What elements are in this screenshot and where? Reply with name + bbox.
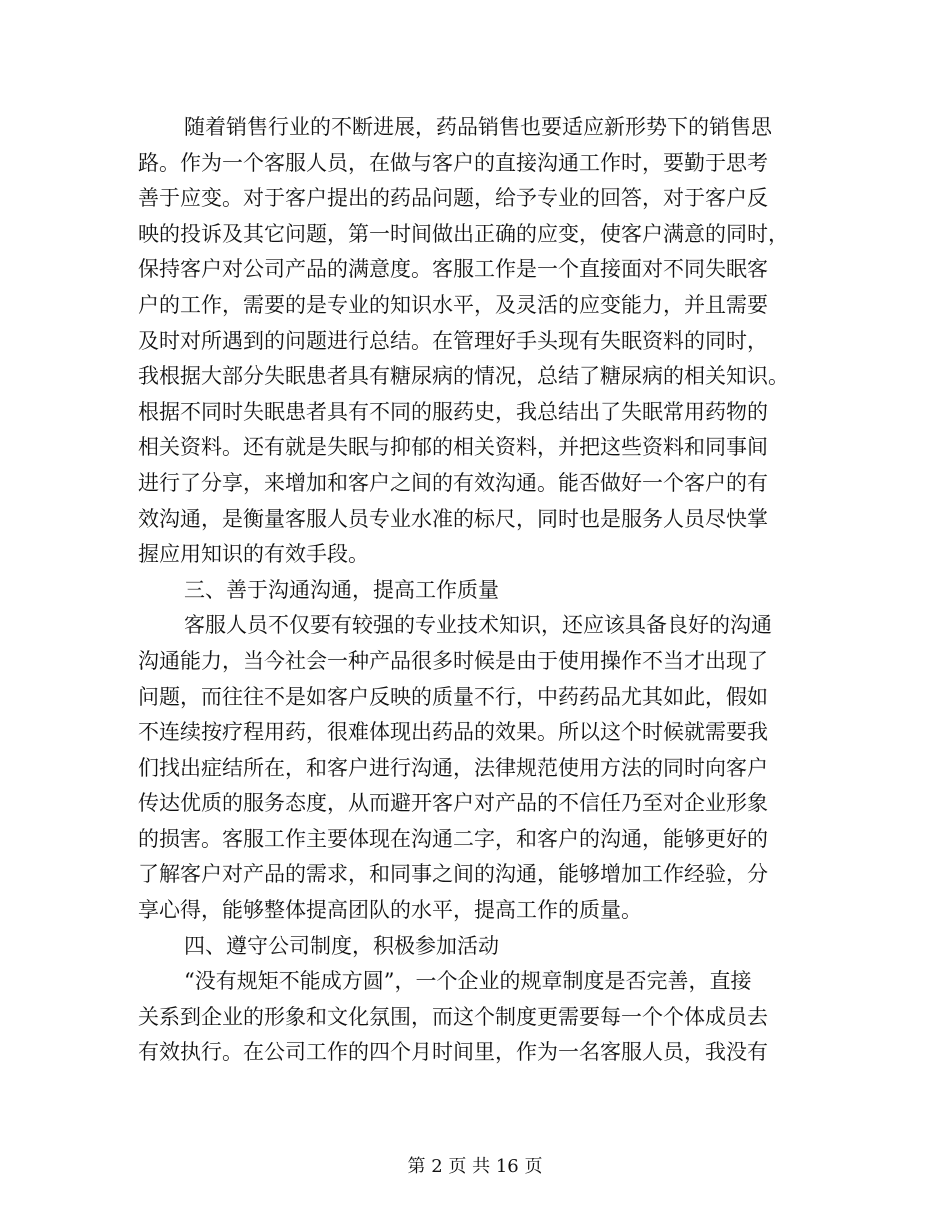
paragraph-line: 相关资料。还有就是失眠与抑郁的相关资料，并把这些资料和同事间	[138, 435, 768, 460]
paragraph-line: 保持客户对公司产品的满意度。客服工作是一个直接面对不同失眠客	[138, 257, 768, 282]
paragraph-line: 客服人员不仅要有较强的专业技术知识，还应该具备良好的沟通	[184, 613, 772, 638]
paragraph-line: 善于应变。对于客户提出的药品问题，给予专业的回答，对于客户反	[138, 186, 768, 211]
body-text	[138, 110, 818, 1071]
paragraph-line: 户的工作，需要的是专业的知识水平，及灵活的应变能力，并且需要	[138, 292, 768, 317]
paragraph-line: 关系到企业的形象和文化氛围，而这个制度更需要每一个个体成员去	[138, 1004, 768, 1029]
paragraph-line: 传达优质的服务态度，从而避开客户对产品的不信任乃至对企业形象	[138, 791, 768, 816]
paragraph-line: 我根据大部分失眠患者具有糖尿病的情况，总结了糖尿病的相关知识。	[138, 364, 789, 389]
page-footer: 第 2 页 共 16 页	[407, 1156, 543, 1177]
paragraph-line: 握应用知识的有效手段。	[138, 542, 369, 567]
paragraph-line: 根据不同时失眠患者具有不同的服药史，我总结出了失眠常用药物的	[138, 399, 768, 424]
paragraph-line: 进行了分享，来增加和客户之间的有效沟通。能否做好一个客户的有	[138, 470, 768, 495]
paragraph-line: 享心得，能够整体提高团队的水平，提高工作的质量。	[138, 898, 642, 923]
section-heading: 三、善于沟通沟通，提高工作质量	[184, 577, 499, 602]
paragraph-line: 的损害。客服工作主要体现在沟通二字，和客户的沟通，能够更好的	[138, 826, 768, 851]
section-heading: 四、遵守公司制度，积极参加活动	[184, 933, 499, 958]
paragraph-line: 路。作为一个客服人员，在做与客户的直接沟通工作时，要勤于思考	[138, 150, 768, 175]
paragraph-line: 问题，而往往不是如客户反映的质量不行，中药药品尤其如此，假如	[138, 684, 768, 709]
paragraph-line: 沟通能力，当今社会一种产品很多时候是由于使用操作不当才出现了	[138, 648, 768, 673]
paragraph-line: 映的投诉及其它问题，第一时间做出正确的应变，使客户满意的同时，	[138, 221, 789, 246]
paragraph-line: 及时对所遇到的问题进行总结。在管理好手头现有失眠资料的同时，	[138, 328, 768, 353]
paragraph-line: “没有规矩不能成方圆”，一个企业的规章制度是否完善，直接	[184, 969, 752, 994]
paragraph-line: 了解客户对产品的需求，和同事之间的沟通，能够增加工作经验，分	[138, 862, 768, 887]
paragraph-line: 效沟通，是衡量客服人员专业水准的标尺，同时也是服务人员尽快掌	[138, 506, 768, 531]
paragraph-line: 们找出症结所在，和客户进行沟通，法律规范使用方法的同时向客户	[138, 755, 768, 780]
paragraph-line: 不连续按疗程用药，很难体现出药品的效果。所以这个时候就需要我	[138, 720, 768, 745]
paragraph-line: 随着销售行业的不断进展，药品销售也要适应新形势下的销售思	[184, 115, 772, 139]
paragraph-line: 有效执行。在公司工作的四个月时间里，作为一名客服人员，我没有	[138, 1040, 768, 1065]
